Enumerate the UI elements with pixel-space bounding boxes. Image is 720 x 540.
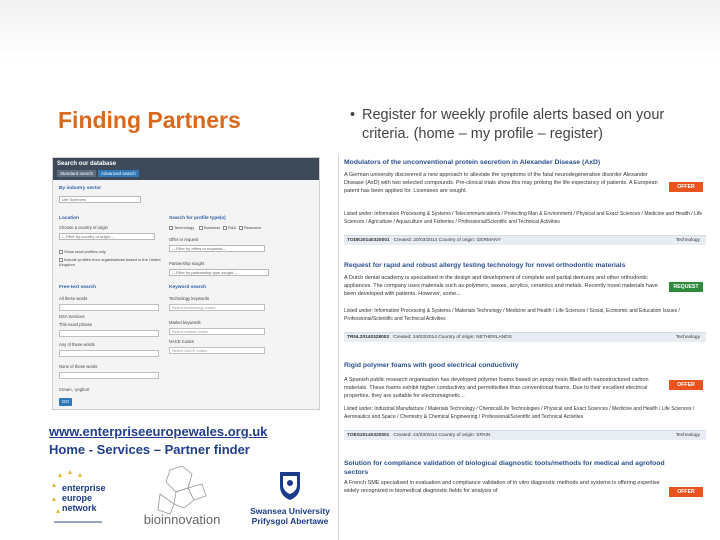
local-only-checkbox[interactable]: Show local profiles only [59,249,106,254]
partnership-label: Partnership sought [169,261,205,266]
dsa-label: DSA Services [59,314,85,319]
market-keywords-input[interactable]: Select market codes [169,328,265,335]
result-description: A German university discovered a new approach to alleviate the symptoms of the fatal neurodegenerative disorder Alexander Disease (AxD) with two selected compounds. Pre-clinical trials show this may prolong the life expectancy of patients. A European patent has been applied for. Licensees are sought. [344,172,658,195]
industry-section-heading: By industry sector [59,186,102,191]
checkbox-icon [199,226,203,230]
free-text-section-heading: Free-text search [59,285,97,290]
bullet-symbol: • [350,107,356,123]
result-meta-bar [344,430,706,440]
include-uk-checkbox[interactable]: Include profiles from organisations based in the United Kingdom [59,257,161,267]
result-meta-bar [344,332,706,342]
tab-standard-search[interactable]: Standard search [57,170,96,177]
result-title[interactable]: Modulators of the unconventional protein secretion in Alexander Disease (AxD) [344,159,601,166]
een-logo-line-2: europe [62,493,93,503]
profile-type-business[interactable]: Business [199,225,220,230]
result-description: A French SME specialised in evaluation and compliance validation of in vitro diagnostic methods and systems is offering expertise widely recognized in biomedical diagnostic fields for analysis of [344,480,660,495]
result-description: A Dutch dental academy is specialised in the design and development of complete and partial dentures and other orthodontic appliances. The company uses materials such as polymers, waxes, acrylics, ceramics and metals. Recently novel materials have been developed with patients. However, some... [344,275,658,298]
swansea-university-logo [244,468,336,532]
search-panel [52,157,320,410]
example-hint: Cream, -yoghurt [59,387,90,392]
result-technologies: Listed under: Industrial Manufacture / Materials Technology / Chemical/Life Technologies / Physical and Exact Sciences / Medicine and Health / Life Sciences / Aeronautics and Space / Chemistry & Chemical Engineering / Professional/Scientific and Technical Activities [344,406,695,420]
location-select[interactable]: ---Filter by country of origin--- [59,233,155,240]
results-panel [338,155,710,540]
nace-label: NACE Codes [169,339,194,344]
een-logo-line-3: network [62,503,97,513]
all-words-input[interactable] [59,304,159,311]
result-reference: TRNL20140328002 [347,335,390,340]
result-reference: TODE20140320001 [347,238,390,243]
nace-input[interactable]: Select NACE codes [169,347,265,354]
location-label: Choose a country of origin [59,225,108,230]
exact-phrase-label: This exact phrase [59,322,93,327]
result-profile-type: Technology [675,335,700,340]
location-section-heading: Location [59,216,79,221]
none-words-input[interactable] [59,372,159,379]
offer-badge: OFFER [669,182,703,192]
result-title[interactable]: Request for rapid and robust allergy testing technology for novel orthodontic materials [344,262,626,269]
result-technologies: Listed under: Information Processing & Systems / Telecommunications / Protecting Man & Environment / Physical and Exact Sciences / Medicine and Health / Life Sciences / Agriculture / Aquaculture and Fisheries / Professional/Scientific and Technical Activities [344,211,703,225]
any-words-label: Any of these words [59,342,95,347]
checkbox-icon [169,226,173,230]
result-reference: TOES20140320001 [347,433,390,438]
een-logo-line-1: enterprise [62,483,106,493]
tech-keywords-label: Technology keywords [169,296,210,301]
result-meta: Created: 24/03/2014 Country of origin: NETHERLANDS [393,335,512,340]
checkbox-icon [59,250,63,254]
profile-type-technology[interactable]: Technology [169,225,194,230]
bullet-text: Register for weekly profile alerts based on your criteria. (home – my profile – register) [362,107,665,142]
profile-type-research[interactable]: Research [239,225,261,230]
offer-request-select[interactable]: ---Filter by offers or requests--- [169,245,265,252]
keyword-section-heading: Keyword search [169,285,207,290]
any-words-input[interactable] [59,350,159,357]
result-profile-type: Technology [675,238,700,243]
profile-type-section-heading: Search for profile type(s) [169,216,226,221]
result-technologies: Listed under: Information Processing & Systems / Materials Technology / Medicine and Health / Life Sciences / Social, Economic and Education Issues / Professional/Scientific and Technical Activities [344,308,680,322]
result-title[interactable]: Solution for compliance validation of biological diagnostic tools/methods for medical and agrofood sectors [344,460,665,476]
result-meta-bar [344,235,706,245]
profile-type-rd[interactable]: R&D [223,225,236,230]
swansea-logo-line-2: Prifysgol Abertawe [251,516,329,526]
none-words-label: None of these words [59,364,98,369]
result-meta: Created: 20/03/2014 Country of origin: GERMANY [393,238,501,243]
market-keywords-label: Market keywords [169,320,201,325]
tech-keywords-input[interactable]: Select technology codes [169,304,265,311]
search-tabs [57,170,315,177]
checkbox-icon [223,226,227,230]
checkbox-icon [239,226,243,230]
all-words-label: All these words [59,296,88,301]
offer-badge: OFFER [669,487,703,497]
top-gradient-band [0,0,720,62]
swansea-logo-line-1: Swansea University [250,506,330,516]
go-button[interactable]: GO [59,398,72,406]
offer-request-label: Offer or request [169,237,199,242]
industry-select[interactable]: Life Sciences [59,196,141,203]
bioinnovation-logo-text: bioinnovation [143,512,221,527]
bullet-point [350,106,710,144]
search-panel-title: Search our database [57,161,117,167]
website-link[interactable]: www.enterpriseeuropewales.org.uk [49,424,268,439]
result-meta: Created: 24/03/2014 Country of origin: SPAIN [393,433,491,438]
result-title[interactable]: Rigid polymer foams with good electrical conductivity [344,362,519,369]
tab-advanced-search[interactable]: Advanced search [98,170,139,177]
offer-badge: OFFER [669,380,703,390]
request-badge: REQUEST [669,282,703,292]
partnership-select[interactable]: ---Filter by partnership type sought--- [169,269,269,276]
exact-phrase-input[interactable] [59,330,159,337]
result-description: A Spanish public research organisation has developed polymer foams based on epoxy resin filled with nanostructured carbon materials. These foams exhibit higher conductivity and permittivities than conventional foams. Due to their excellent electrical properties, they are suitable for electromagnetic... [344,377,649,400]
search-panel-header [53,158,319,180]
bioinnovation-logo [130,466,234,530]
result-profile-type: Technology [675,433,700,438]
navigation-path: Home - Services – Partner finder [49,442,250,457]
enterprise-europe-network-logo [48,467,110,529]
slide-title: Finding Partners [58,107,241,133]
